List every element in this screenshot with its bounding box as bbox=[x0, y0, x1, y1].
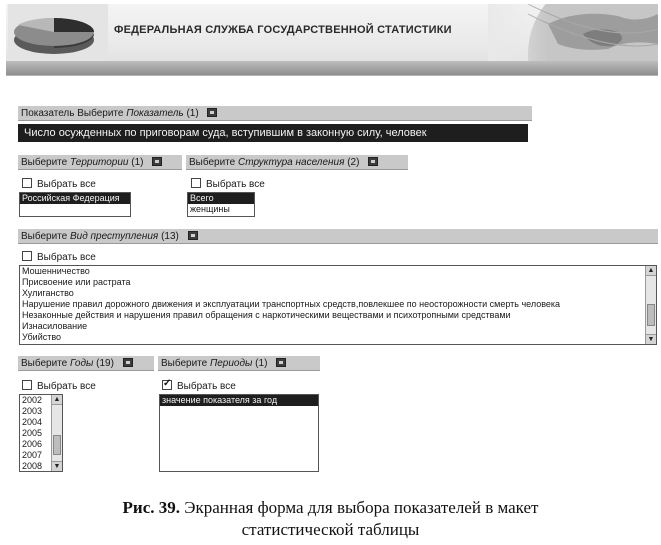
caption-line-1: Экранная форма для выбора показателей в макет bbox=[184, 498, 539, 517]
scroll-up-icon[interactable]: ▲ bbox=[647, 267, 655, 274]
list-item[interactable]: 2004 bbox=[22, 417, 43, 427]
list-item[interactable]: женщины bbox=[190, 204, 230, 214]
scroll-down-icon[interactable]: ▼ bbox=[53, 463, 61, 470]
population-select-all[interactable] bbox=[191, 178, 265, 191]
list-item[interactable]: Присвоение или растрата bbox=[22, 277, 131, 287]
indicator-header-label: Показатель bbox=[21, 108, 75, 119]
list-item[interactable]: 2006 bbox=[22, 439, 43, 449]
crime-listbox[interactable] bbox=[19, 265, 657, 345]
periods-select-all-checkbox[interactable] bbox=[162, 380, 172, 390]
population-header-count: (2) bbox=[347, 157, 360, 168]
population-select-all-checkbox[interactable] bbox=[191, 178, 201, 188]
list-item[interactable]: Нарушение правил дорожного движения и эксплуатации транспортных средств,повлекшее по неосторожности смерть человека bbox=[22, 299, 561, 309]
globe-map-icon bbox=[488, 4, 658, 62]
years-header-name: Годы bbox=[70, 358, 94, 369]
list-item[interactable]: 2007 bbox=[22, 450, 43, 460]
banner-stripe bbox=[6, 61, 658, 75]
periods-header-choose: Выберите bbox=[161, 358, 208, 369]
list-item[interactable] bbox=[20, 204, 130, 215]
agency-title: ФЕДЕРАЛЬНАЯ СЛУЖБА ГОСУДАРСТВЕННОЙ СТАТИСТИКИ bbox=[114, 24, 452, 36]
territory-header-count: (1) bbox=[131, 157, 144, 168]
years-listbox[interactable] bbox=[19, 394, 63, 472]
population-header bbox=[186, 155, 408, 170]
list-item[interactable]: значение показателя за год bbox=[160, 395, 318, 406]
site-banner bbox=[6, 4, 658, 76]
list-item[interactable]: 2002 bbox=[22, 395, 43, 405]
population-header-choose: Выберите bbox=[189, 157, 236, 168]
territory-header-choose: Выберите bbox=[21, 157, 68, 168]
crime-info-icon[interactable] bbox=[188, 231, 198, 240]
periods-info-icon[interactable] bbox=[276, 358, 286, 367]
years-select-all-label: Выбрать все bbox=[37, 381, 96, 392]
indicator-header-choose: Выберите bbox=[77, 108, 124, 119]
pie-chart-logo-icon bbox=[8, 4, 108, 62]
periods-listbox[interactable] bbox=[159, 394, 319, 472]
population-header-name: Структура населения bbox=[238, 157, 345, 168]
figure-label: Рис. 39. bbox=[122, 498, 180, 517]
population-info-icon[interactable] bbox=[368, 157, 378, 166]
crime-header-count: (13) bbox=[161, 231, 179, 242]
years-header-choose: Выберите bbox=[21, 358, 68, 369]
list-item[interactable]: 2005 bbox=[22, 428, 43, 438]
population-listbox[interactable] bbox=[187, 192, 255, 217]
periods-select-all[interactable] bbox=[162, 380, 236, 393]
crime-header-name: Вид преступления bbox=[70, 231, 159, 242]
crime-scroll-thumb[interactable] bbox=[647, 304, 655, 326]
territory-select-all-checkbox[interactable] bbox=[22, 178, 32, 188]
territory-select-all-label: Выбрать все bbox=[37, 179, 96, 190]
list-item[interactable]: Убийство bbox=[22, 332, 62, 342]
list-item[interactable]: Незаконные действия и нарушения правил обращения с наркотическими веществами и психотропными средствами bbox=[22, 310, 511, 320]
territory-header-name: Территории bbox=[70, 157, 129, 168]
list-item[interactable]: 2008 bbox=[22, 461, 43, 471]
crime-select-all[interactable] bbox=[22, 251, 96, 264]
territory-listbox[interactable] bbox=[19, 192, 131, 217]
scroll-down-icon[interactable]: ▼ bbox=[647, 336, 655, 343]
years-header-count: (19) bbox=[96, 358, 114, 369]
crime-header-choose: Выберите bbox=[21, 231, 68, 242]
figure-caption bbox=[0, 497, 661, 541]
territory-header bbox=[18, 155, 182, 170]
list-item[interactable]: Изнасилование bbox=[22, 321, 88, 331]
caption-line-2: статистической таблицы bbox=[241, 520, 420, 539]
years-scrollbar[interactable] bbox=[51, 395, 62, 471]
years-info-icon[interactable] bbox=[123, 358, 133, 367]
list-item[interactable]: Российская Федерация bbox=[20, 193, 130, 204]
crime-scrollbar[interactable] bbox=[645, 266, 656, 344]
periods-header-count: (1) bbox=[255, 358, 268, 369]
years-scroll-thumb[interactable] bbox=[53, 435, 61, 455]
crime-select-all-checkbox[interactable] bbox=[22, 251, 32, 261]
indicator-header bbox=[18, 106, 532, 121]
periods-select-all-label: Выбрать все bbox=[177, 381, 236, 392]
periods-header bbox=[158, 356, 320, 371]
years-header bbox=[18, 356, 154, 371]
scroll-up-icon[interactable]: ▲ bbox=[53, 396, 61, 403]
list-item[interactable]: Хулиганство bbox=[22, 288, 74, 298]
indicator-selected-value[interactable]: Число осужденных по приговорам суда, вступившим в законную силу, человек bbox=[18, 124, 528, 142]
list-item[interactable]: Мошенничество bbox=[22, 266, 90, 276]
indicator-info-icon[interactable] bbox=[207, 108, 217, 117]
list-item[interactable]: Всего bbox=[188, 193, 254, 204]
territory-info-icon[interactable] bbox=[152, 157, 162, 166]
indicator-header-name: Показатель bbox=[126, 108, 184, 119]
crime-header bbox=[18, 229, 658, 244]
population-select-all-label: Выбрать все bbox=[206, 179, 265, 190]
territory-select-all[interactable] bbox=[22, 178, 96, 191]
list-item[interactable]: 2003 bbox=[22, 406, 43, 416]
crime-select-all-label: Выбрать все bbox=[37, 252, 96, 263]
periods-header-name: Периоды bbox=[210, 358, 253, 369]
years-select-all-checkbox[interactable] bbox=[22, 380, 32, 390]
indicator-header-count: (1) bbox=[186, 108, 199, 119]
years-select-all[interactable] bbox=[22, 380, 96, 393]
